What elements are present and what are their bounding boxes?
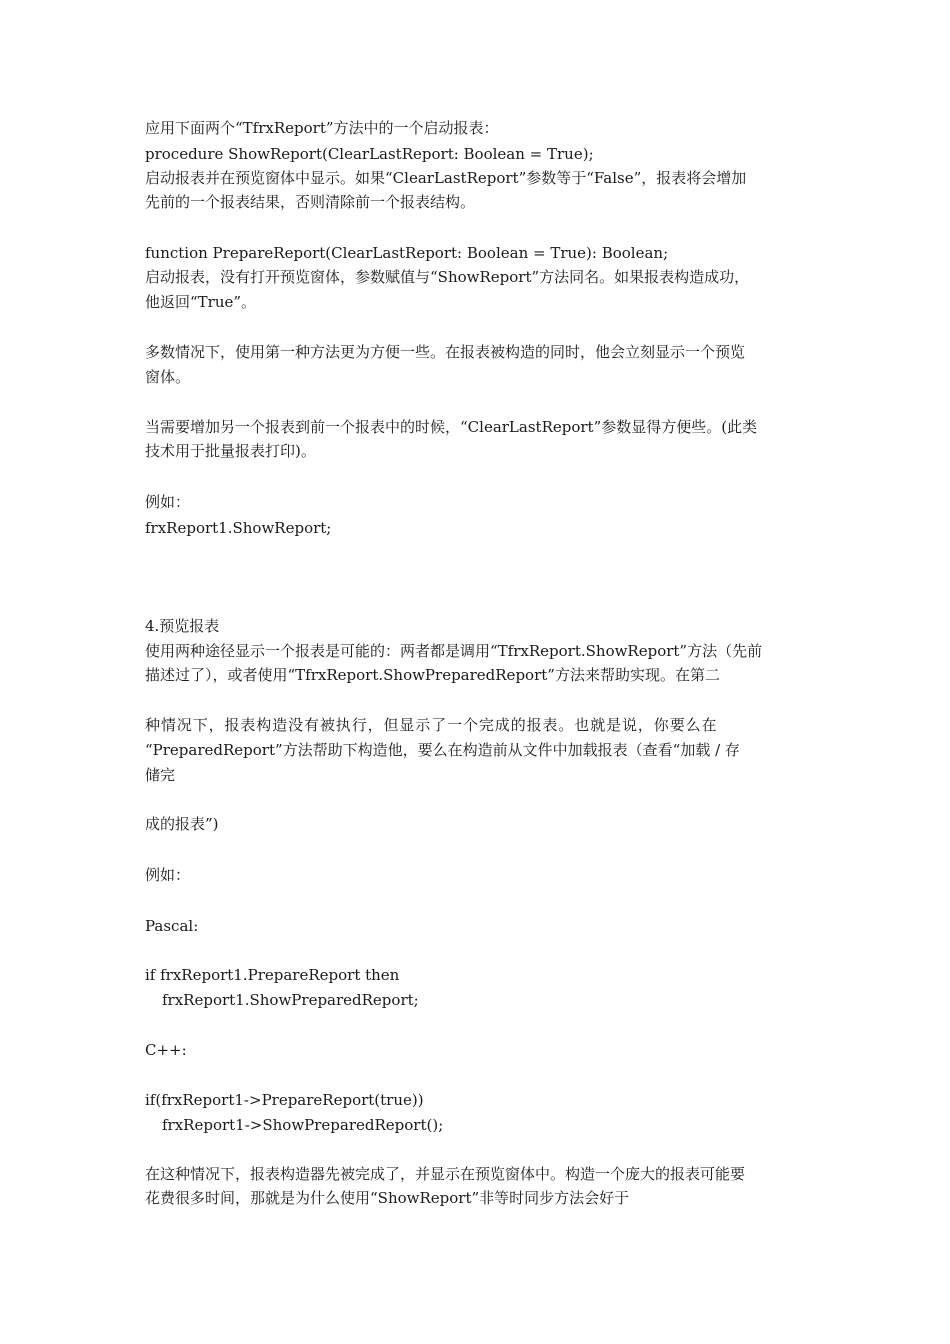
text-line: 种情况下，报表构造没有被执行，但显示了一个完成的报表。也就是说，你要么在: [145, 716, 718, 734]
code-line: frxReport1.ShowReport;: [145, 519, 332, 537]
text-line: 在这种情况下，报表构造器先被完成了，并显示在预览窗体中。构造一个庞大的报表可能要: [145, 1165, 746, 1183]
text-line: 储完: [145, 766, 176, 784]
text-line: 当需要增加另一个报表到前一个报表中的时候，“ClearLastReport”参数显得方便些。(此类: [145, 418, 758, 436]
text-line: “PreparedReport”方法帮助下构造他，要么在构造前从文件中加载报表（查看“加载 / 存: [145, 741, 740, 759]
text-line: 例如：: [145, 866, 191, 884]
code-line: procedure ShowReport(ClearLastReport: Boolean = True);: [145, 145, 594, 163]
text-line: 他返回“True”。: [145, 293, 257, 311]
section-heading: 4.预览报表: [145, 617, 220, 635]
document-page: [145, 0, 810, 1344]
text-line: 描述过了），或者使用“TfrxReport.ShowPreparedReport”方法来帮助实现。在第二: [145, 666, 720, 684]
code-label: C++:: [145, 1041, 187, 1059]
text-line: 使用两种途径显示一个报表是可能的：两者都是调用“TfrxReport.ShowReport”方法（先前: [145, 642, 763, 660]
code-line: if(frxReport1->PrepareReport(true)): [145, 1091, 424, 1109]
code-label: Pascal:: [145, 917, 199, 935]
text-line: 技术用于批量报表打印)。: [145, 442, 316, 460]
code-line: frxReport1.ShowPreparedReport;: [162, 991, 419, 1009]
text-line: 先前的一个报表结果，否则清除前一个报表结构。: [145, 193, 476, 211]
text-line: 多数情况下，使用第一种方法更为方便一些。在报表被构造的同时，他会立刻显示一个预览: [145, 343, 746, 361]
text-line: 启动报表，没有打开预览窗体，参数赋值与“ShowReport”方法同名。如果报表构造成功，: [145, 268, 750, 286]
text-line: 例如：: [145, 493, 191, 511]
code-line: if frxReport1.PrepareReport then: [145, 966, 400, 984]
text-line: 窗体。: [145, 368, 191, 386]
text-line: 应用下面两个“TfrxReport”方法中的一个启动报表：: [145, 119, 499, 137]
text-line: 花费很多时间，那就是为什么使用“ShowReport”非等时同步方法会好于: [145, 1189, 630, 1207]
code-line: function PrepareReport(ClearLastReport: Boolean = True): Boolean;: [145, 244, 669, 262]
code-line: frxReport1->ShowPreparedReport();: [162, 1116, 444, 1134]
text-line: 启动报表并在预览窗体中显示。如果“ClearLastReport”参数等于“False”，报表将会增加: [145, 169, 747, 187]
text-line: 成的报表”): [145, 815, 219, 833]
